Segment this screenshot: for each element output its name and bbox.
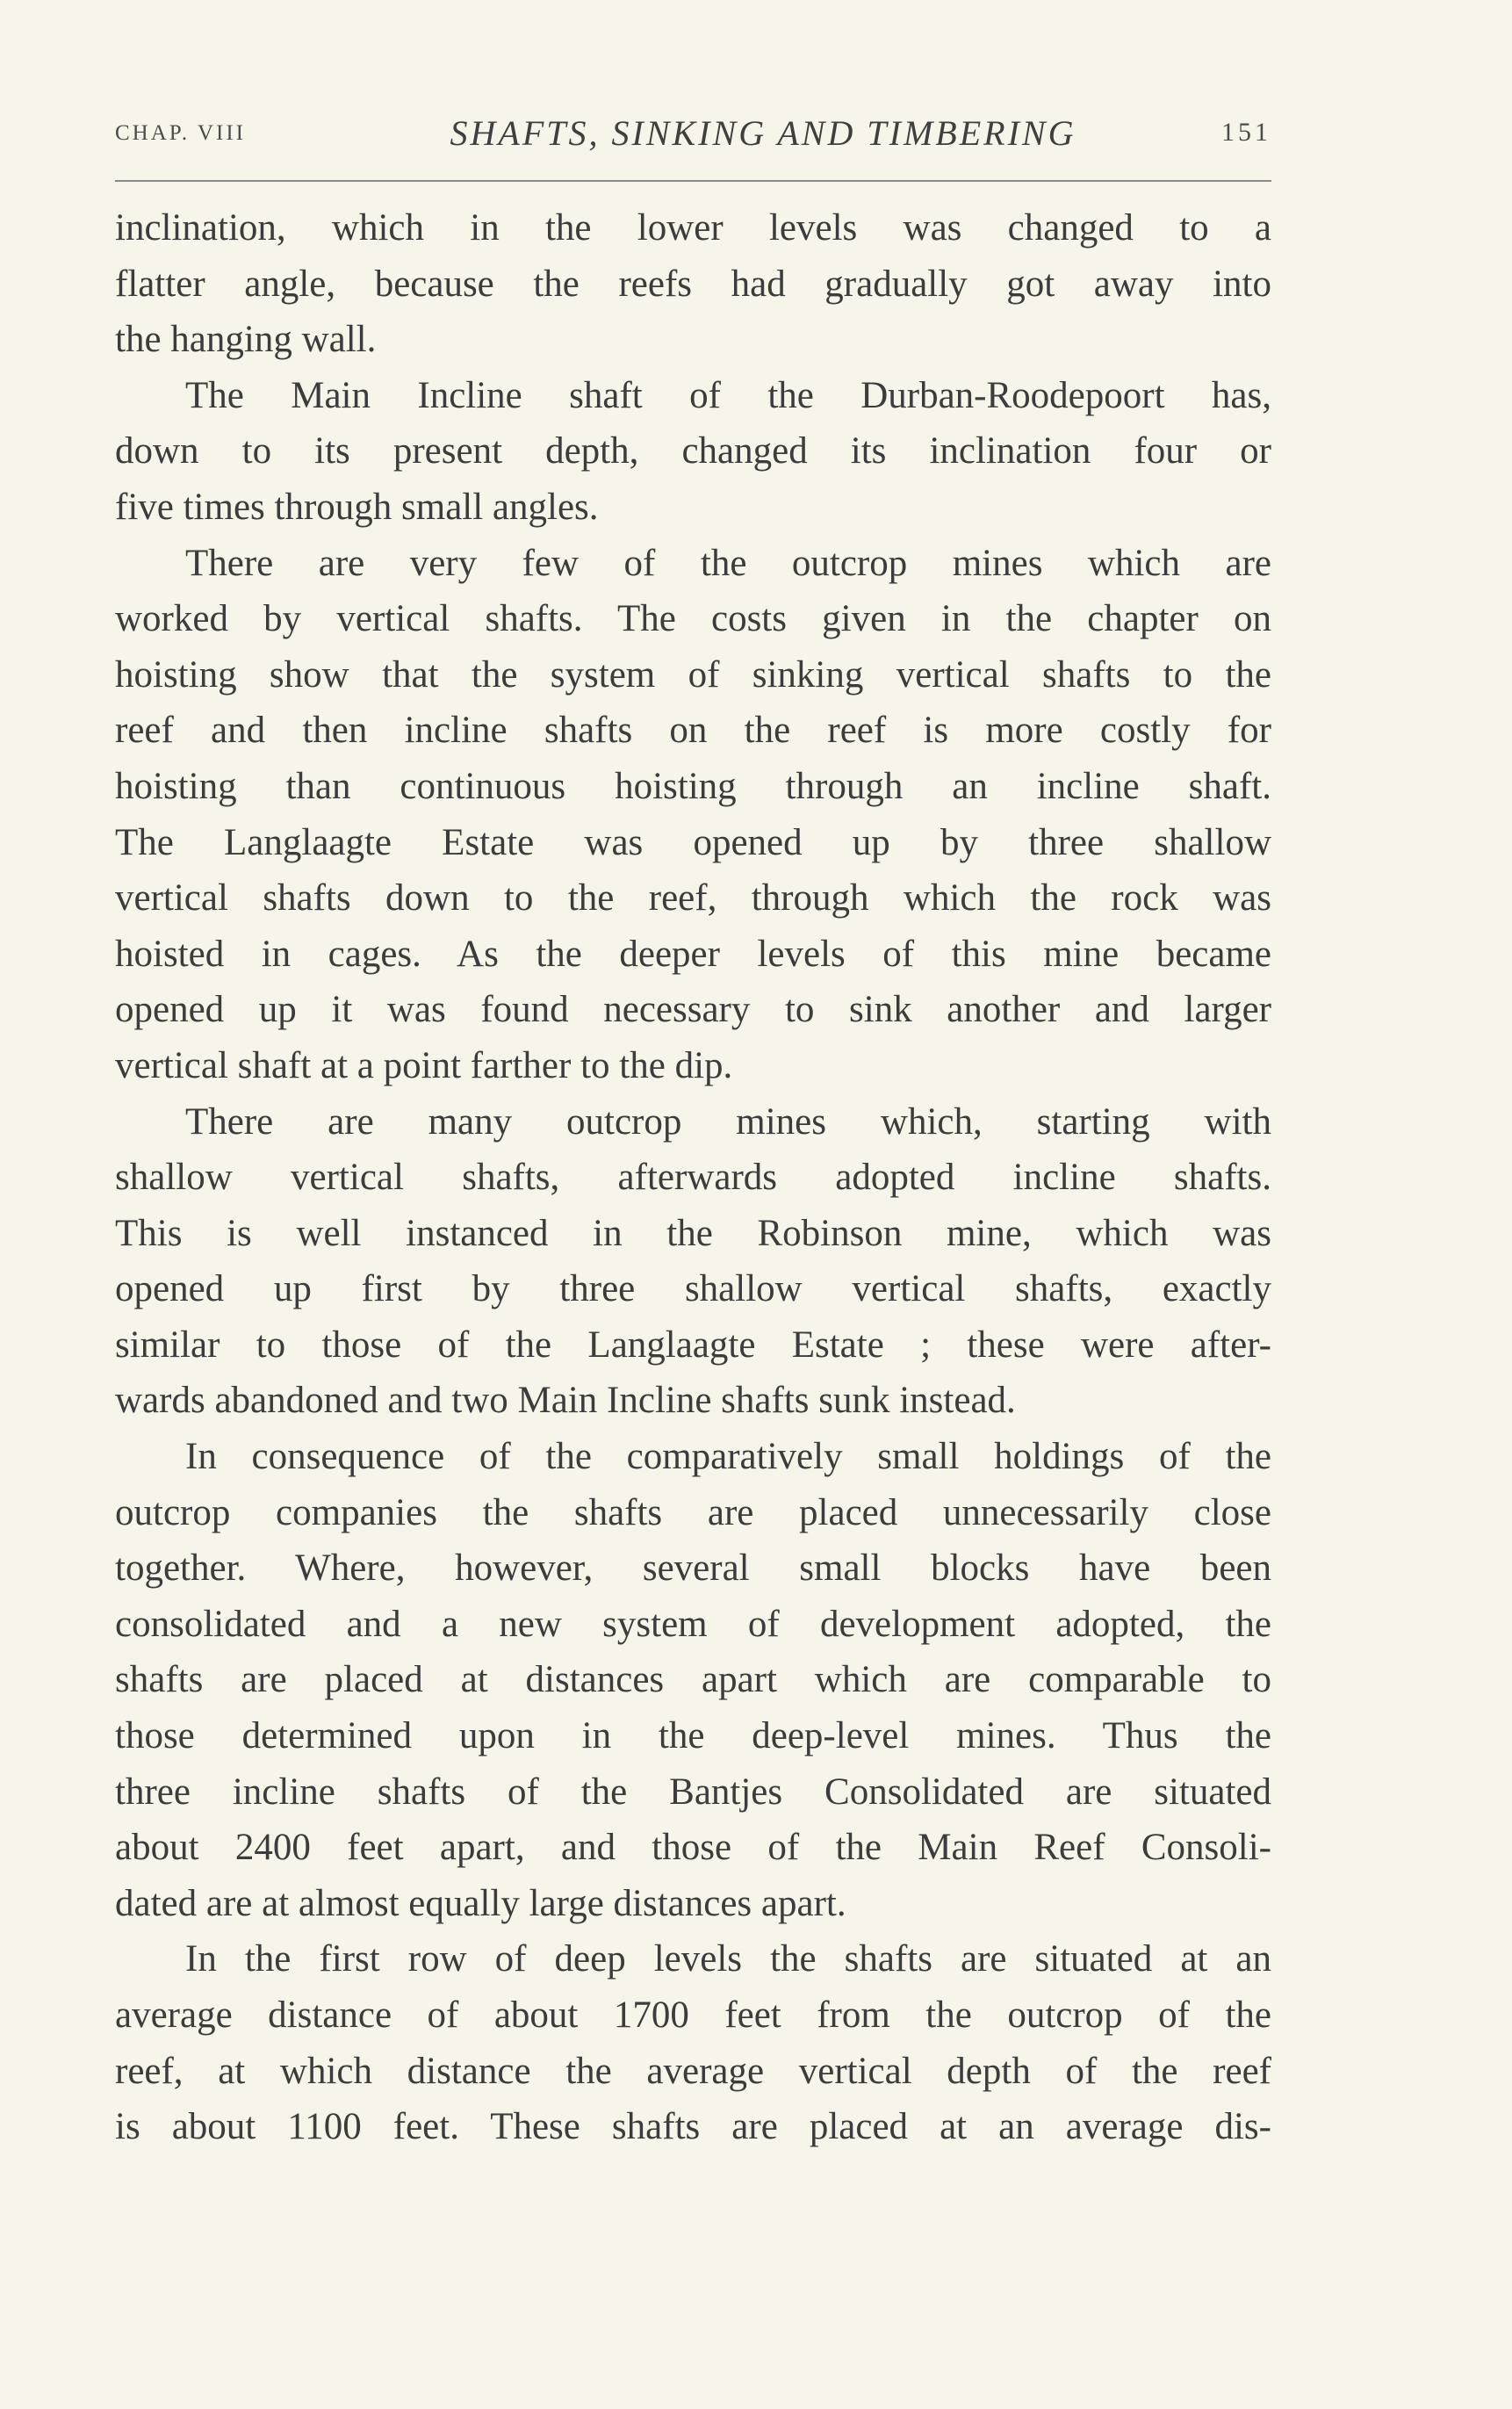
text-line: shafts are placed at distances apart which are comparable to (115, 1659, 1271, 1701)
text-line: reef, at which distance the average vertical depth of the reef (115, 2050, 1271, 2092)
text-line: worked by vertical shafts. The costs given in the chapter on (115, 598, 1271, 640)
text-line: The Main Incline shaft of the Durban-Roodepoort has, (185, 374, 1271, 416)
text-line: There are many outcrop mines which, starting with (185, 1100, 1271, 1143)
text-line: hoisted in cages. As the deeper levels of this mine became (115, 933, 1271, 975)
text-line: reef and then incline shafts on the reef is more costly for (115, 710, 1271, 752)
text-line: three incline shafts of the Bantjes Consolidated are situated (115, 1771, 1271, 1813)
body-text (115, 200, 1271, 2155)
text-line: This is well instanced in the Robinson mine, which was (115, 1212, 1271, 1254)
text-line: There are very few of the outcrop mines which are (185, 542, 1271, 584)
text-line: those determined upon in the deep-level mines. Thus the (115, 1715, 1271, 1757)
text-line: vertical shafts down to the reef, through which the rock was (115, 877, 1271, 920)
text-line: is about 1100 feet. These shafts are placed at an average dis- (115, 2106, 1271, 2148)
text-line: vertical shaft at a point farther to the dip. (115, 1044, 733, 1086)
text-line: similar to those of the Langlaagte Estate ; these were after- (115, 1324, 1271, 1366)
running-title: SHAFTS, SINKING AND TIMBERING (450, 113, 1076, 153)
text-line: average distance of about 1700 feet from the outcrop of the (115, 1994, 1271, 2036)
text-line: hoisting than continuous hoisting through an incline shaft. (115, 765, 1271, 807)
text-line: five times through small angles. (115, 486, 599, 528)
text-line: In consequence of the comparatively small holdings of the (185, 1436, 1271, 1478)
chapter-label: CHAP. VIII (115, 121, 246, 145)
running-title-wrapper (326, 112, 1169, 154)
text-line: outcrop companies the shafts are placed unnecessarily close (115, 1491, 1271, 1533)
text-line: about 2400 feet apart, and those of the Main Reef Consoli- (115, 1827, 1271, 1869)
text-line: together. Where, however, several small blocks have been (115, 1547, 1271, 1590)
running-head (115, 112, 1271, 165)
text-line: flatter angle, because the reefs had gradually got away into (115, 263, 1271, 305)
text-line: In the first row of deep levels the shafts are situated at an (185, 1938, 1271, 1980)
text-line: dated are at almost equally large distances apart. (115, 1882, 846, 1924)
text-line: down to its present depth, changed its inclination four or (115, 430, 1271, 472)
header-rule (115, 180, 1271, 182)
page-number: 151 (1221, 118, 1271, 147)
text-line: opened up it was found necessary to sink another and larger (115, 989, 1271, 1031)
text-line: the hanging wall. (115, 319, 377, 361)
text-line: hoisting show that the system of sinking vertical shafts to the (115, 653, 1271, 696)
text-line: inclination, which in the lower levels was changed to a (115, 207, 1271, 249)
text-line: shallow vertical shafts, afterwards adopted incline shafts. (115, 1157, 1271, 1199)
text-line: wards abandoned and two Main Incline shafts sunk instead. (115, 1380, 1016, 1422)
text-line: The Langlaagte Estate was opened up by three shallow (115, 821, 1271, 863)
text-line: consolidated and a new system of development adopted, the (115, 1603, 1271, 1645)
text-line: opened up first by three shallow vertical shafts, exactly (115, 1268, 1271, 1310)
